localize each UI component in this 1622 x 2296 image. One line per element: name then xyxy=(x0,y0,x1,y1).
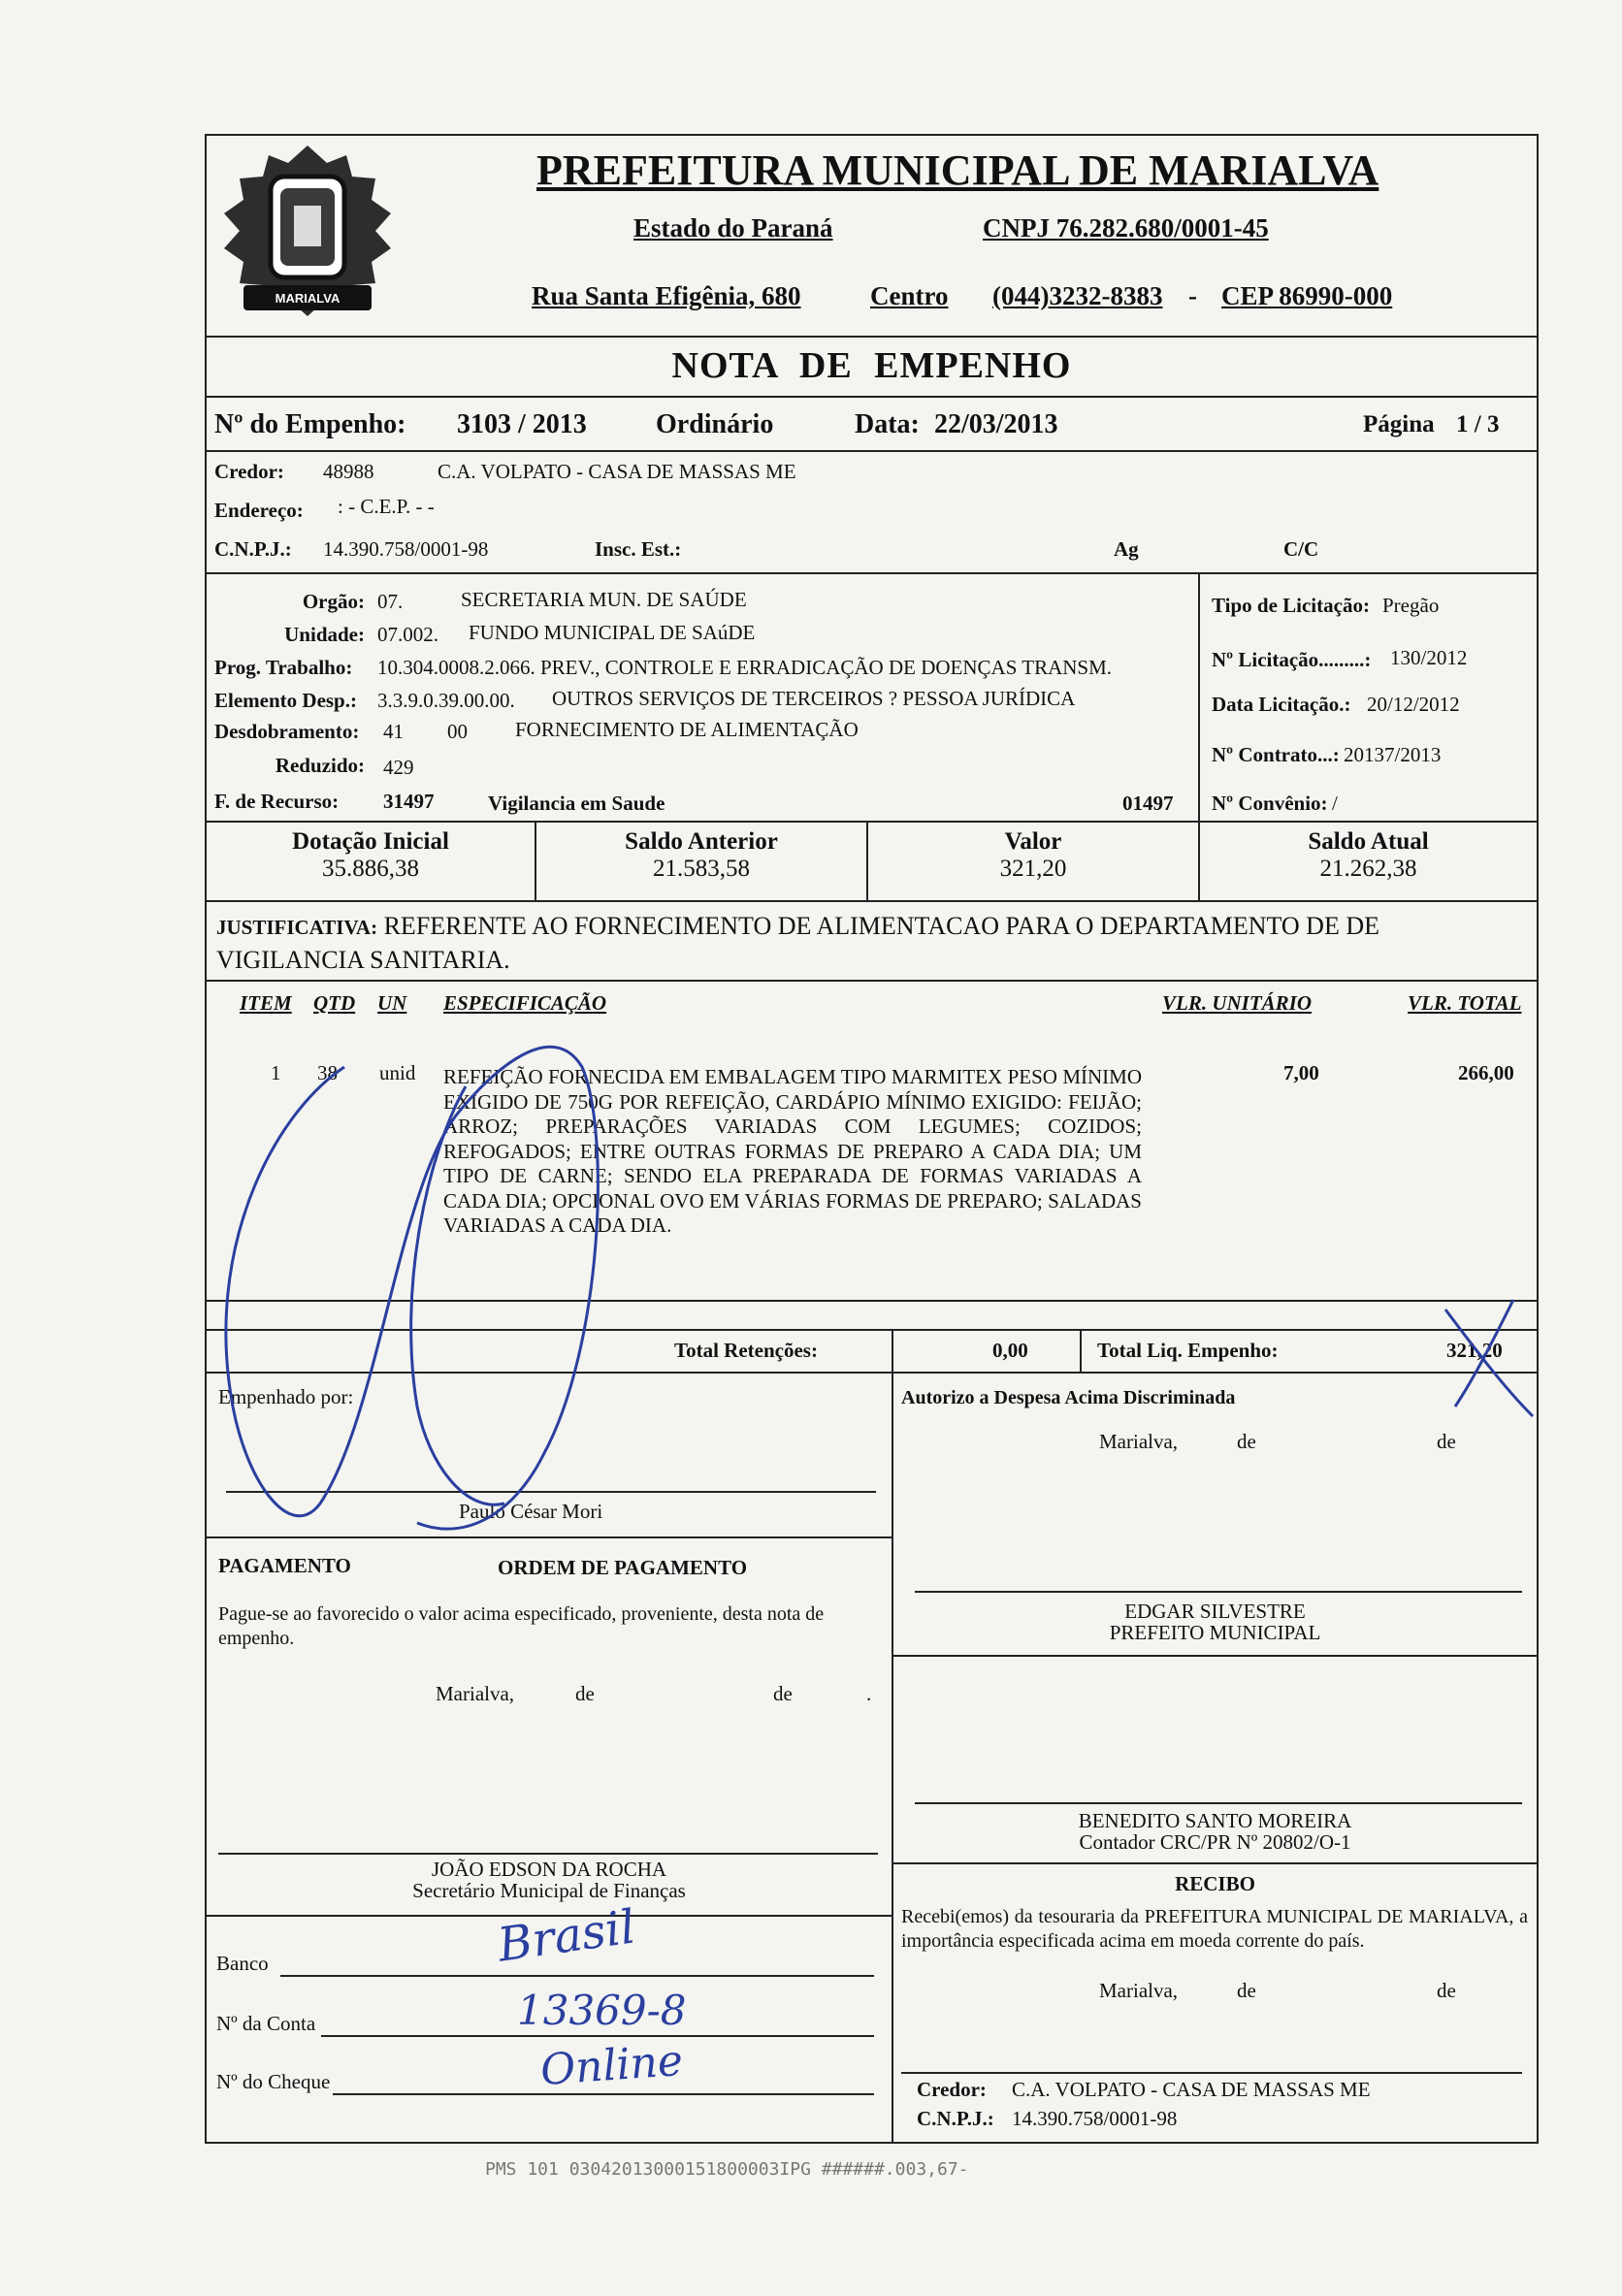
conta-label: Nº da Conta xyxy=(216,2012,316,2035)
empenhado-por-label: Empenhado por: xyxy=(218,1385,354,1408)
page-label: Página xyxy=(1363,411,1435,437)
cheque-handwritten: Online xyxy=(538,2035,685,2096)
item-vlr-total: 266,00 xyxy=(1458,1061,1514,1084)
recibo-label: RECIBO xyxy=(1175,1872,1255,1895)
recibo-de1: de xyxy=(1237,1979,1256,2002)
dotacao-label: Dotação Inicial xyxy=(292,828,449,855)
item-number: 1 xyxy=(271,1061,281,1084)
ordem-pagamento-label: ORDEM DE PAGAMENTO xyxy=(498,1556,748,1579)
conta-corrente-label: C/C xyxy=(1283,537,1319,561)
item-qtd: 38 xyxy=(317,1061,338,1084)
justificativa-label: JUSTIFICATIVA: xyxy=(216,916,378,939)
barcode-text: PMS 101 03042013000151800003IPG ######.003,67- xyxy=(485,2159,969,2180)
justificativa-line2: VIGILANCIA SANITARIA. xyxy=(216,946,510,974)
prefeito-name: EDGAR SILVESTRE xyxy=(1124,1600,1306,1623)
fonte-recurso-label: F. de Recurso: xyxy=(214,790,340,813)
fonte-recurso-name: Vigilancia em Saude xyxy=(488,792,665,815)
saldo-anterior-value: 21.583,58 xyxy=(653,856,750,882)
secretario-role: Secretário Municipal de Finanças xyxy=(412,1879,686,1902)
budget-section xyxy=(207,574,1537,823)
empenho-date: 22/03/2013 xyxy=(934,409,1058,439)
empenho-number-label: Nº do Empenho: xyxy=(214,409,406,439)
empenho-date-label: Data: xyxy=(855,409,920,439)
dotacao-cell xyxy=(207,828,535,883)
cheque-label: Nº do Cheque xyxy=(216,2070,331,2093)
unidade-label: Unidade: xyxy=(284,623,365,646)
col-item: ITEM xyxy=(240,991,292,1015)
credor-footer-name: C.A. VOLPATO - CASA DE MASSAS ME xyxy=(1012,2078,1371,2101)
banco-handwritten: Brasil xyxy=(494,1899,639,1973)
credor-footer-cnpj-label: C.N.P.J.: xyxy=(917,2107,994,2130)
prefeito-block xyxy=(893,1601,1537,1643)
address-separator: - xyxy=(1188,281,1197,310)
address: Rua Santa Efigênia, 680 xyxy=(532,281,801,310)
desdobramento-name: FORNECIMENTO DE ALIMENTAÇÃO xyxy=(515,718,859,741)
valor-cell xyxy=(868,828,1198,883)
justificativa-section xyxy=(207,902,1537,982)
items-section xyxy=(207,982,1537,1302)
unidade-name: FUNDO MUNICIPAL DE SAúDE xyxy=(469,621,756,644)
agencia-label: Ag xyxy=(1114,537,1139,561)
pagamento-place: Marialva, xyxy=(436,1682,515,1705)
dotacao-value: 35.886,38 xyxy=(322,856,419,882)
justificativa-text xyxy=(216,910,1526,977)
desdobramento-b: 00 xyxy=(447,720,468,743)
city-cnpj: CNPJ 76.282.680/0001-45 xyxy=(983,213,1269,243)
fonte-recurso-code: 31497 xyxy=(383,790,435,813)
num-convenio-label: Nº Convênio: xyxy=(1212,792,1328,815)
pagamento-dot: . xyxy=(866,1682,872,1705)
elemento-desp-label: Elemento Desp.: xyxy=(214,689,357,712)
prog-trabalho-label: Prog. Trabalho: xyxy=(214,656,353,679)
state-label: Estado do Paraná xyxy=(633,213,833,243)
insc-est-label: Insc. Est.: xyxy=(595,537,682,561)
elemento-code: 3.3.9.0.39.00.00. xyxy=(377,689,515,712)
saldo-atual-label: Saldo Atual xyxy=(1308,828,1429,855)
header-section xyxy=(207,136,1537,338)
values-section xyxy=(207,823,1537,902)
endereco-value: : - C.E.P. - - xyxy=(338,495,435,518)
svg-text:MARIALVA: MARIALVA xyxy=(275,291,341,306)
total-retencoes-label: Total Retenções: xyxy=(674,1339,818,1362)
item-vlr-unitario: 7,00 xyxy=(1283,1061,1319,1084)
recibo-place: Marialva, xyxy=(1099,1979,1179,2002)
saldo-atual-value: 21.262,38 xyxy=(1319,856,1417,882)
num-licitacao-label: Nº Licitação.........: xyxy=(1212,648,1372,671)
conta-handwritten: 13369-8 xyxy=(517,1987,687,2034)
prog-trabalho: 10.304.0008.2.066. PREV., CONTROLE E ERRADICAÇÃO DE DOENÇAS TRANSM. xyxy=(377,656,1113,679)
total-liquido-label: Total Liq. Empenho: xyxy=(1097,1339,1279,1362)
credor-cnpj-label: C.N.P.J.: xyxy=(214,537,292,561)
pagamento-text: Pague-se ao favorecido o valor acima especificado, proveniente, desta nota de empenho. xyxy=(218,1603,825,1649)
fonte-recurso-code2: 01497 xyxy=(1122,792,1174,815)
pagamento-de1: de xyxy=(575,1682,595,1705)
data-licitacao: 20/12/2012 xyxy=(1367,693,1460,716)
city-hall-title: PREFEITURA MUNICIPAL DE MARIALVA xyxy=(536,146,1379,194)
elemento-name: OUTROS SERVIÇOS DE TERCEIROS ? PESSOA JURÍDICA xyxy=(552,687,1076,710)
pagamento-de2: de xyxy=(773,1682,793,1705)
doc-title-section xyxy=(207,338,1537,398)
num-convenio: / xyxy=(1332,792,1338,815)
num-contrato: 20137/2013 xyxy=(1344,743,1442,766)
tipo-licitacao-label: Tipo de Licitação: xyxy=(1212,594,1370,617)
secretario-block xyxy=(207,1859,892,1901)
banco-label: Banco xyxy=(216,1952,269,1975)
saldo-anterior-cell xyxy=(536,828,866,883)
totals-row xyxy=(207,1329,1537,1374)
reduzido: 429 xyxy=(383,756,414,779)
empenho-row xyxy=(207,398,1537,452)
desdobramento-label: Desdobramento: xyxy=(214,720,360,743)
valor-value: 321,20 xyxy=(999,856,1067,882)
prefeito-role: PREFEITO MUNICIPAL xyxy=(1109,1621,1321,1644)
col-un: UN xyxy=(377,991,407,1015)
phone: (044)3232-8383 xyxy=(992,281,1163,310)
contador-name: BENEDITO SANTO MOREIRA xyxy=(1078,1809,1352,1832)
num-licitacao: 130/2012 xyxy=(1390,646,1468,669)
cep: CEP 86990-000 xyxy=(1221,281,1393,310)
credor-code: 48988 xyxy=(323,460,374,483)
credor-name: C.A. VOLPATO - CASA DE MASSAS ME xyxy=(438,460,796,483)
autorizo-de2: de xyxy=(1437,1430,1456,1453)
district: Centro xyxy=(870,281,949,310)
orgao-name: SECRETARIA MUN. DE SAÚDE xyxy=(461,588,747,611)
justificativa-line1: REFERENTE AO FORNECIMENTO DE ALIMENTACAO PARA O DEPARTAMENTO DE DE xyxy=(383,912,1379,940)
secretario-name: JOÃO EDSON DA ROCHA xyxy=(431,1858,667,1881)
desdobramento-a: 41 xyxy=(383,720,404,743)
reduzido-label: Reduzido: xyxy=(275,754,365,777)
data-licitacao-label: Data Licitação.: xyxy=(1212,693,1351,716)
orgao-code: 07. xyxy=(377,590,404,613)
endereco-label: Endereço: xyxy=(214,499,304,522)
col-especificacao: ESPECIFICAÇÃO xyxy=(443,991,607,1015)
col-vlr-total: VLR. TOTAL xyxy=(1408,991,1522,1015)
empenho-type: Ordinário xyxy=(656,409,774,439)
autorizo-label: Autorizo a Despesa Acima Discriminada xyxy=(901,1387,1236,1408)
contador-block xyxy=(893,1810,1537,1853)
col-vlr-unitario: VLR. UNITÁRIO xyxy=(1162,991,1313,1015)
saldo-anterior-label: Saldo Anterior xyxy=(625,828,778,855)
empenhado-por-name: Paulo César Mori xyxy=(459,1500,603,1523)
item-un: unid xyxy=(379,1061,416,1084)
total-liquido: 321,20 xyxy=(1446,1339,1503,1362)
item-especificacao: REFEIÇÃO FORNECIDA EM EMBALAGEM TIPO MARMITEX PESO MÍNIMO EXIGIDO DE 750G POR REFEIÇÃO, CARDÁPIO MÍNIMO EXIGIDO: FEIJÃO; ARROZ; PREPARAÇÕES VARIADAS COM LEGUMES; COZIDOS; REFOGADOS; ENTRE OUTRAS FORMAS DE PREPARO A CADA DIA; UM TIPO DE CARNE; SENDO ELA PREPARADA DE FORMAS VARIADAS A CADA DIA; OPCIONAL OVO EM VÁRIAS FORMAS DE PREPARO; SALADAS VARIADAS A CADA DIA. xyxy=(443,1065,1142,1237)
num-contrato-label: Nº Contrato...: xyxy=(1212,743,1340,766)
municipal-crest-icon xyxy=(211,138,405,332)
valor-label: Valor xyxy=(1004,828,1062,855)
credor-section xyxy=(207,452,1537,574)
credor-footer-label: Credor: xyxy=(917,2078,987,2101)
recibo-text: Recebi(emos) da tesouraria da PREFEITURA MUNICIPAL DE MARIALVA, a importância especificada acima em moeda corrente do país. xyxy=(901,1906,1528,1952)
autorizo-place: Marialva, xyxy=(1099,1430,1179,1453)
page-number: 1 / 3 xyxy=(1456,411,1500,437)
contador-role: Contador CRC/PR Nº 20802/O-1 xyxy=(1079,1830,1351,1854)
empenho-number: 3103 / 2013 xyxy=(457,409,587,439)
total-retencoes: 0,00 xyxy=(992,1339,1028,1362)
nota-de-empenho-form xyxy=(205,134,1539,2144)
unidade-code: 07.002. xyxy=(377,623,438,646)
credor-cnpj: 14.390.758/0001-98 xyxy=(323,537,489,561)
orgao-label: Orgão: xyxy=(302,590,365,613)
doc-title: NOTA DE EMPENHO xyxy=(671,345,1072,386)
tipo-licitacao: Pregão xyxy=(1382,594,1440,617)
credor-label: Credor: xyxy=(214,460,284,483)
saldo-atual-cell xyxy=(1200,828,1537,883)
pagamento-label: PAGAMENTO xyxy=(218,1554,351,1577)
col-qtd: QTD xyxy=(313,991,356,1015)
recibo-de2: de xyxy=(1437,1979,1456,2002)
credor-footer-cnpj: 14.390.758/0001-98 xyxy=(1012,2107,1178,2130)
autorizo-de1: de xyxy=(1237,1430,1256,1453)
